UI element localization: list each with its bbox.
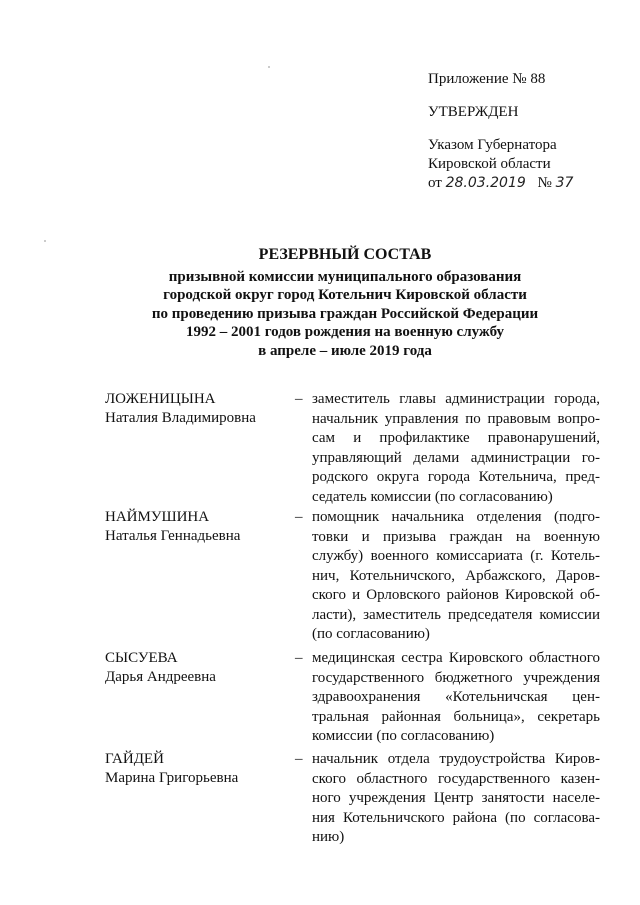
title-line: 1992 – 2001 годов рождения на военную службу — [185, 324, 505, 340]
member-given-names: Марина Григорьевна — [105, 770, 239, 786]
scan-speck — [44, 240, 46, 242]
decree-date-line — [428, 174, 573, 193]
approved-label: УТВЕРЖДЕН — [428, 104, 519, 120]
number-prefix: № — [537, 175, 552, 191]
handwritten-date: 28.03.2019 — [445, 175, 526, 191]
member-given-names: Наталья Геннадьевна — [105, 528, 241, 544]
document-title — [110, 246, 580, 360]
decree-line-1: Указом Губернатора — [428, 137, 557, 153]
dash-separator: – — [295, 751, 303, 767]
scan-speck — [268, 66, 270, 68]
member-name — [105, 750, 285, 788]
dash-separator: – — [295, 509, 303, 525]
member-given-names: Наталия Владимировна — [105, 410, 256, 426]
member-surname: ГАЙДЕЙ — [105, 751, 164, 767]
title-line: призывной комиссии муниципального образования — [168, 268, 522, 285]
dash-separator: – — [295, 391, 303, 407]
title-line: в апреле – июле 2019 года — [258, 342, 432, 359]
title-main: РЕЗЕРВНЫЙ СОСТАВ — [258, 246, 432, 263]
member-name — [105, 508, 285, 546]
handwritten-number: 37 — [555, 175, 574, 191]
appendix-header — [428, 70, 573, 193]
member-position: начальник отдела трудоустройства Кировского областного государственного казенного учреждения Центр занятости населения Котельничского района (по согласованию) — [312, 751, 600, 845]
member-position: медицинская сестра Кировского областного государственного бюджетного учреждения здравоохранения «Котельничская центральная районная больница», секретарь комиссии (по согласованию) — [312, 650, 600, 744]
member-surname: СЫСУЕВА — [105, 650, 178, 666]
member-name — [105, 390, 285, 428]
member-name — [105, 649, 285, 687]
member-surname: ЛОЖЕНИЦЫНА — [105, 391, 216, 407]
member-position: помощник начальника отделения (подготовки и призыва граждан на военную службу) военного комиссариата (г. Котельнич, Котельничского, Арбажского, Даровского и Орловского районов Кировской области), заместитель председателя комиссии (по согласованию) — [312, 509, 600, 642]
member-given-names: Дарья Андреевна — [105, 669, 216, 685]
title-line: городской округ город Котельнич Кировской области — [163, 287, 527, 303]
member-surname: НАЙМУШИНА — [105, 509, 210, 525]
member-position: заместитель главы администрации города, начальник управления по правовым вопросам и профилактике правонарушений, управляющий делами администрации городского округа города Котельнича, председатель комиссии (по согласованию) — [312, 391, 600, 505]
title-line: по проведению призыва граждан Российской Федерации — [151, 305, 539, 322]
decree-line-2: Кировской области — [428, 156, 551, 172]
dash-separator: – — [295, 650, 303, 666]
appendix-number: Приложение № 88 — [428, 71, 546, 87]
date-prefix: от — [428, 175, 442, 191]
